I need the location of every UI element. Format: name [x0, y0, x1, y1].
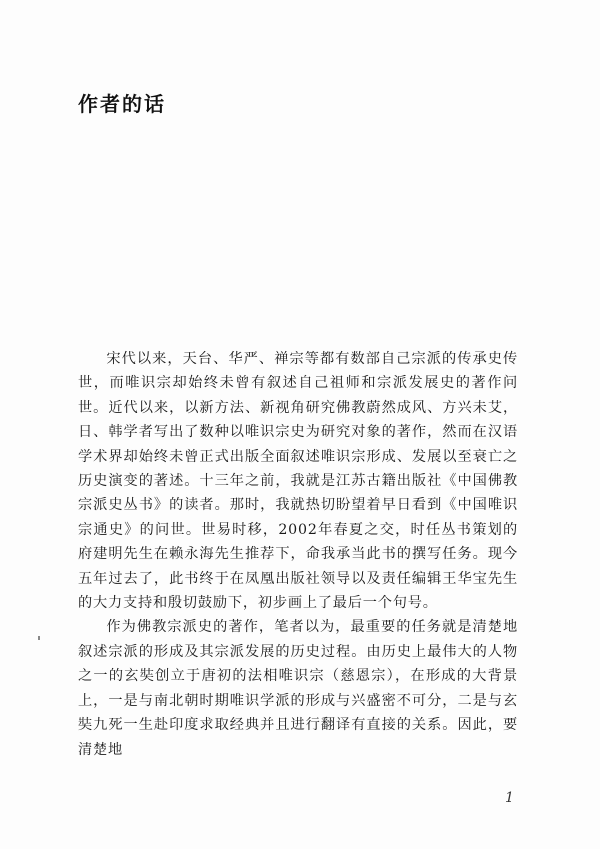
- margin-mark: [38, 636, 40, 640]
- page-number: 1: [505, 790, 514, 806]
- page-title: 作者的话: [78, 92, 166, 116]
- paragraph-1: 宋代以来，天台、华严、禅宗等都有数部自己宗派的传承史传世，而唯识宗却始终未曾有叙述自己祖师和宗派发展史的著作问世。近代以来，以新方法、新视角研究佛教蔚然成风、方兴未艾，日、韩学者写出了数种以唯识宗史为研究对象的著作，然而在汉语学术界却始终未曾正式出版全面叙述唯识宗形成、发展以至衰亡之历史演变的著述。十三年之前，我就是江苏古籍出版社《中国佛教宗派史丛书》的读者。那时，我就热切盼望着早日看到《中国唯识宗通史》的问世。世易时移，2002年春夏之交，时任丛书策划的府建明先生在赖永海先生推荐下，命我承当此书的撰写任务。现今五年过去了，此书终于在凤凰出版社领导以及责任编辑王华宝先生的大力支持和殷切鼓励下，初步画上了最后一个句号。: [78, 351, 518, 612]
- paragraph-2: 作为佛教宗派史的著作，笔者以为，最重要的任务就是清楚地叙述宗派的形成及其宗派发展的历史过程。由历史上最伟大的人物之一的玄奘创立于唐初的法相唯识宗（慈恩宗），在形成的大背景上，一是与南北朝时期唯识学派的形成与兴盛密不可分，二是与玄奘九死一生赴印度求取经典并且进行翻译有直接的关系。因此，要清楚地: [78, 619, 518, 758]
- body-text: [78, 347, 518, 762]
